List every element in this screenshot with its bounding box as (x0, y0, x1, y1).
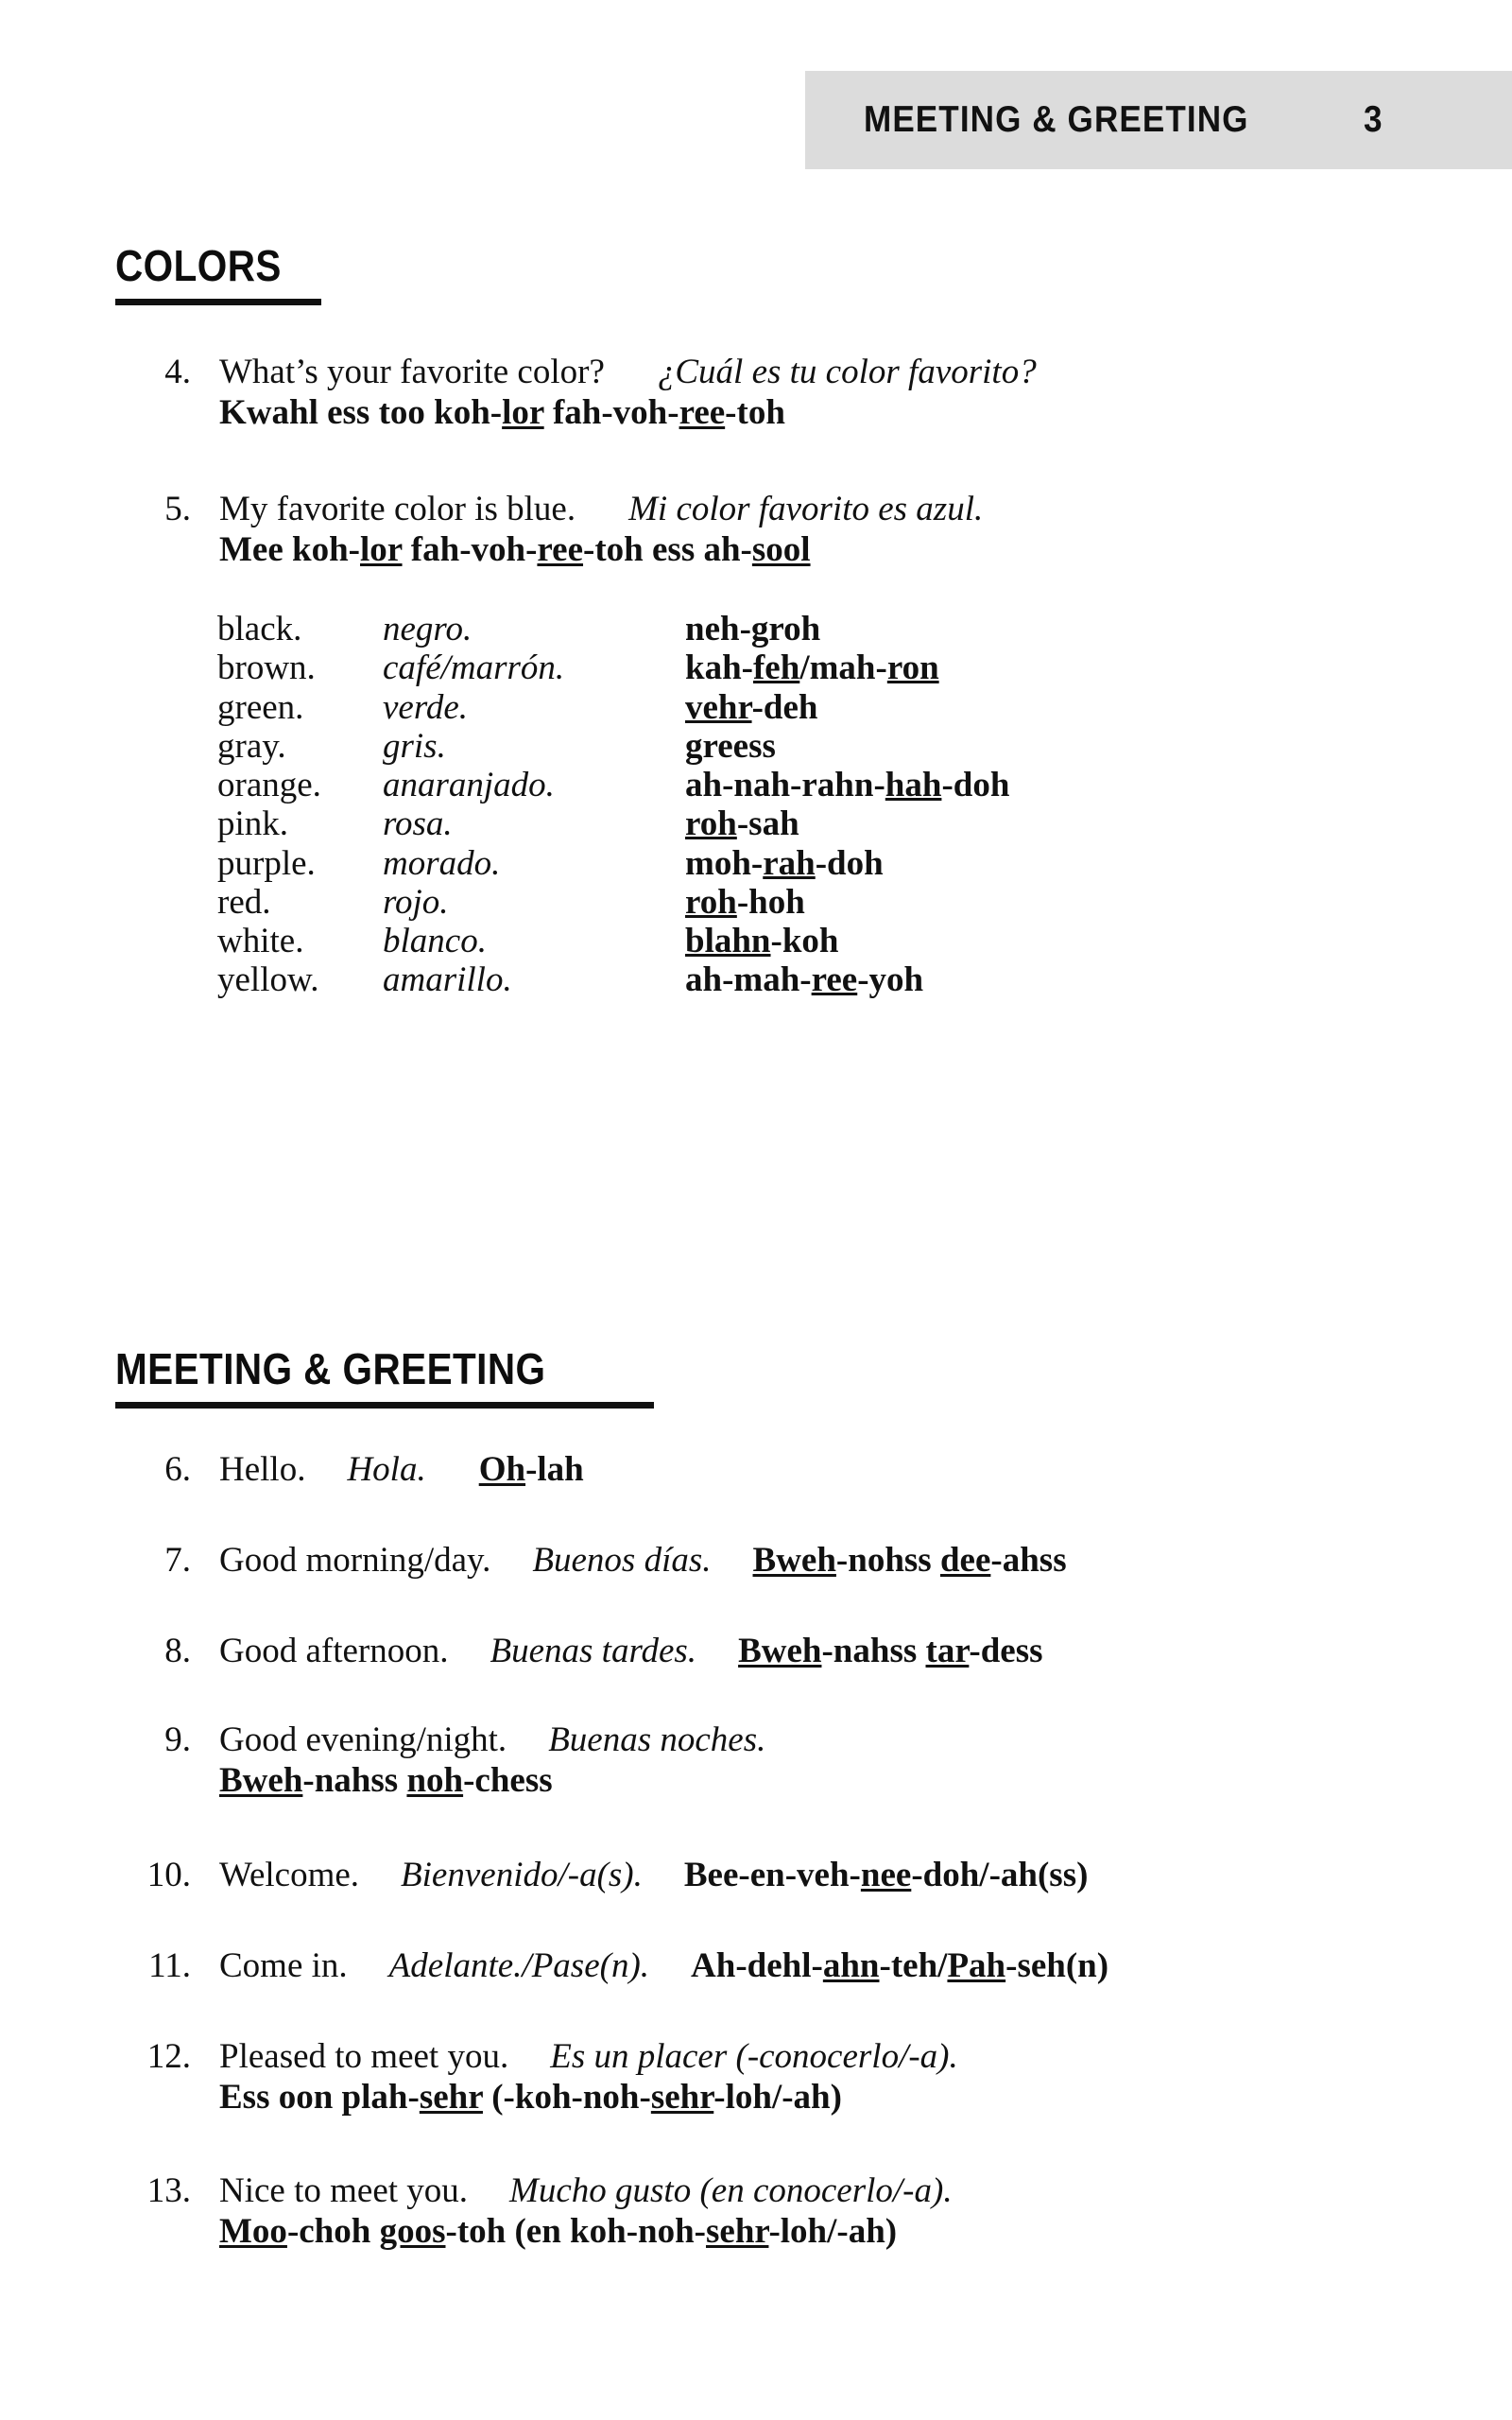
entry-spanish: Adelante./Pase(n). (388, 1946, 650, 1985)
color-spanish: gris. (383, 726, 446, 766)
color-row (217, 804, 1512, 843)
color-english: purple. (217, 843, 316, 883)
entry-body (219, 353, 1444, 434)
color-row (217, 648, 1512, 687)
entry-number: 10. (146, 1856, 191, 1894)
phrase-entry-4 (121, 353, 1444, 434)
color-row (217, 883, 1512, 922)
entry-pronunciation: Kwahl ess too koh-lor fah-voh-ree-toh (219, 392, 785, 432)
color-pronunciation: blahn-koh (685, 922, 839, 960)
color-vocabulary-list (217, 610, 1512, 1000)
color-english: red. (217, 882, 271, 922)
color-row (217, 844, 1512, 883)
color-english: pink. (217, 804, 289, 844)
page-number: 3 (1363, 99, 1383, 140)
entry-body (219, 490, 1444, 571)
entry-body (219, 2037, 1491, 2118)
entry-spanish: Hola. (347, 1450, 426, 1489)
entry-pronunciation: Bweh-nahss tar-dess (738, 1632, 1043, 1670)
color-english: green. (217, 687, 304, 727)
phrase-entry-5 (121, 490, 1444, 571)
color-pronunciation: kah-feh/mah-ron (685, 648, 939, 688)
color-english: orange. (217, 766, 321, 804)
entry-english: Good afternoon. (219, 1632, 449, 1670)
running-header-title: MEETING & GREETING (864, 99, 1249, 140)
entry-number: 5. (164, 490, 191, 528)
color-row (217, 960, 1512, 999)
entry-pronunciation: Bweh-nohss dee-ahss (752, 1541, 1067, 1580)
color-row (217, 766, 1512, 804)
color-spanish: blanco. (383, 922, 487, 960)
entry-english: What’s your favorite color? (219, 353, 605, 391)
entry-english: Good evening/night. (219, 1720, 507, 1759)
entry-number: 11. (148, 1946, 191, 1985)
color-english: yellow. (217, 960, 319, 1000)
entry-number: 8. (164, 1632, 191, 1670)
phrase-entry-9 (121, 1720, 1444, 1802)
entry-english: Come in. (219, 1946, 348, 1985)
color-english: gray. (217, 726, 286, 766)
color-spanish: rojo. (383, 882, 449, 922)
color-row (217, 922, 1512, 960)
color-english: brown. (217, 648, 316, 688)
color-pronunciation: roh-sah (685, 804, 799, 844)
entry-spanish: Mi color favorito es azul. (628, 490, 984, 528)
entry-spanish: Buenas noches. (548, 1720, 766, 1759)
entry-pronunciation: Moo-choh goos-toh (en koh-noh-sehr-loh/-ah) (219, 2211, 898, 2251)
running-header (805, 71, 1512, 169)
phrase-entry-12 (121, 2037, 1491, 2118)
section-rule-meeting-greeting (115, 1402, 654, 1409)
entry-pronunciation: Bee-en-veh-nee-doh/-ah(ss) (683, 1856, 1089, 1894)
entry-spanish: Es un placer (-conocerlo/-a). (550, 2037, 958, 2076)
color-english: white. (217, 922, 304, 960)
phrase-entry-10 (121, 1856, 1491, 1896)
section-title-colors: COLORS (115, 241, 282, 290)
entry-spanish: Buenos días. (532, 1541, 712, 1580)
color-spanish: rosa. (383, 804, 453, 844)
phrase-entry-13 (121, 2171, 1491, 2253)
entry-spanish: ¿Cuál es tu color favorito? (657, 353, 1037, 391)
entry-spanish: Bienvenido/-a(s). (401, 1856, 643, 1894)
phrase-entry-6 (121, 1450, 1444, 1491)
color-english: black. (217, 610, 302, 648)
color-spanish: morado. (383, 843, 501, 883)
entry-spanish: Mucho gusto (en conocerlo/-a). (509, 2171, 953, 2210)
section-title-meeting-greeting: MEETING & GREETING (115, 1344, 546, 1393)
color-row (217, 727, 1512, 766)
color-pronunciation: ah-mah-ree-yoh (685, 960, 924, 1000)
entry-pronunciation: Bweh-nahss noh-chess (219, 1760, 553, 1800)
entry-body (219, 1450, 1444, 1491)
entry-english: Hello. (219, 1450, 306, 1489)
entry-body (219, 1632, 1444, 1672)
entry-number: 7. (164, 1541, 191, 1580)
entry-pronunciation: Mee koh-lor fah-voh-ree-toh ess ah-sool (219, 529, 811, 569)
color-row (217, 610, 1512, 648)
entry-body (219, 2171, 1491, 2253)
phrase-entry-11 (121, 1946, 1491, 1987)
color-pronunciation: greess (685, 726, 776, 766)
section-rule-colors (115, 299, 321, 305)
entry-number: 6. (164, 1450, 191, 1489)
entry-number: 9. (164, 1720, 191, 1759)
entry-spanish: Buenas tardes. (490, 1632, 697, 1670)
color-pronunciation: ah-nah-rahn-hah-doh (685, 766, 1010, 804)
entry-english: Welcome. (219, 1856, 360, 1894)
entry-number: 12. (146, 2037, 191, 2076)
entry-english: Pleased to meet you. (219, 2037, 509, 2076)
entry-pronunciation: Oh-lah (478, 1450, 584, 1489)
color-spanish: anaranjado. (383, 766, 555, 804)
section-colors (115, 243, 1382, 305)
color-row (217, 688, 1512, 727)
entry-body (219, 1541, 1444, 1582)
entry-english: Good morning/day. (219, 1541, 491, 1580)
entry-body (219, 1720, 1444, 1802)
entry-pronunciation: Ah-dehl-ahn-teh/Pah-seh(n) (691, 1946, 1109, 1985)
entry-english: My favorite color is blue. (219, 490, 576, 528)
entry-body (219, 1946, 1491, 1987)
color-spanish: verde. (383, 687, 469, 727)
entry-number: 4. (164, 353, 191, 391)
color-spanish: café/marrón. (383, 648, 565, 688)
phrase-entry-8 (121, 1632, 1444, 1672)
color-spanish: amarillo. (383, 960, 512, 1000)
entry-pronunciation: Ess oon plah-sehr (-koh-noh-sehr-loh/-ah) (219, 2077, 842, 2117)
entry-english: Nice to meet you. (219, 2171, 469, 2210)
color-pronunciation: roh-hoh (685, 882, 805, 922)
color-spanish: negro. (383, 610, 472, 648)
color-pronunciation: vehr-deh (685, 687, 818, 727)
entry-number: 13. (146, 2171, 191, 2210)
color-pronunciation: moh-rah-doh (685, 843, 884, 883)
phrase-entry-7 (121, 1541, 1444, 1582)
color-pronunciation: neh-groh (685, 610, 821, 648)
entry-body (219, 1856, 1491, 1896)
section-meeting-greeting (115, 1346, 1382, 1409)
